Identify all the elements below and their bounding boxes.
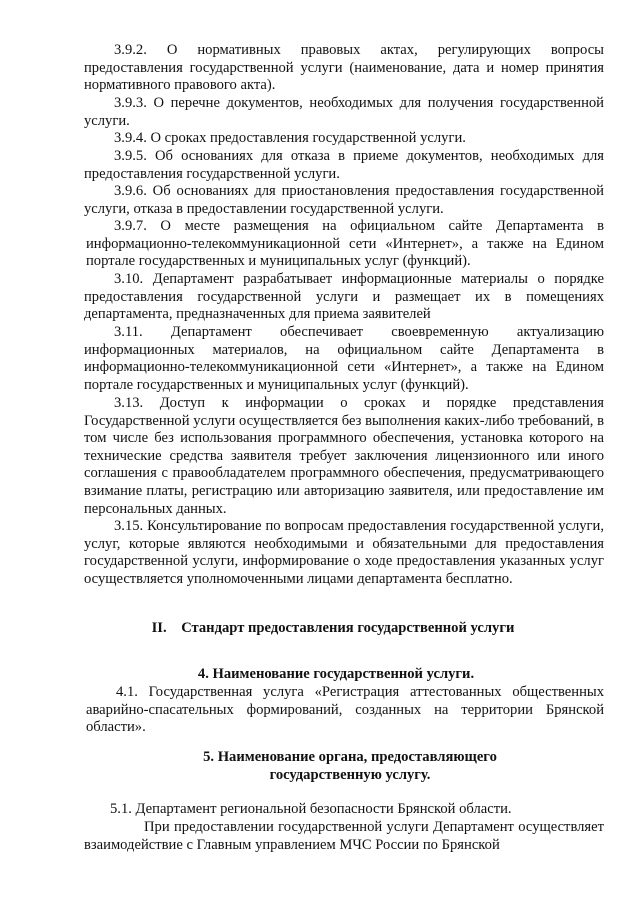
subheading-4: 4. Наименование государственной услуги. (197, 666, 475, 682)
paragraph-3-11: 3.11. Департамент обеспечивает своевременную актуализацию информационных материалов, на официальном сайте Департамента в информационно-телекоммуникационной сети «Интернет», а также на Едином портале государственных и муниципальных услуг (функций). (84, 324, 604, 393)
paragraph-3-13: 3.13. Доступ к информации о сроках и порядке представления Государственной услуги осуществляется без выполнения каких-либо требований, в том числе без использования программного обеспечения, установка которого на технические средства заявителя требует заключения лицензионного или иного соглашения с правообладателем программного обеспечения, предусматривающего взимание платы, регистрацию или авторизацию заявителя, или предоставление им персональных данных. (84, 395, 604, 517)
subheading-5-line1: 5. Наименование органа, предоставляющего (203, 749, 497, 765)
paragraph-3-15: 3.15. Консультирование по вопросам предоставления государственной услуги, услуг, которые являются необходимыми и обязательными для предоставления государственной услуги, информирование о ходе предоставления указанных услуг осуществляется уполномоченными лицами департамента бесплатно. (84, 518, 604, 587)
paragraph-5-1: 5.1. Департамент региональной безопасности Брянской области. (110, 801, 512, 817)
paragraph-3-10: 3.10. Департамент разрабатывает информационные материалы о порядке предоставления государственной услуги и размещает их в помещениях департамента, предназначенных для приема заявителей (84, 271, 604, 323)
paragraph-3-9-2: 3.9.2. О нормативных правовых актах, регулирующих вопросы предоставления государственной услуги (наименование, дата и номер принятия нормативного правового акта). (84, 42, 604, 94)
paragraph-3-9-5: 3.9.5. Об основаниях для отказа в приеме документов, необходимых для предоставления государственной услуги. (84, 148, 604, 182)
paragraph-4-1: 4.1. Государственная услуга «Регистрация аттестованных общественных аварийно-спасательных формирований, созданных на территории Брянской области». (86, 684, 604, 736)
paragraph-5-2: При предоставлении государственной услуги Департамент осуществляет взаимодействие с Главным управлением МЧС России по Брянской (84, 819, 604, 853)
paragraph-3-9-4: 3.9.4. О сроках предоставления государственной услуги. (114, 130, 466, 146)
paragraph-3-9-3: 3.9.3. О перечне документов, необходимых для получения государственной услуги. (84, 95, 604, 129)
section-heading: II. Стандарт предоставления государственной услуги (151, 620, 515, 636)
paragraph-3-9-7: 3.9.7. О месте размещения на официальном сайте Департамента в информационно-телекоммуникационной сети «Интернет», а также на Едином портале государственных и муниципальных услуг (функций). (86, 218, 604, 270)
subheading-5-line2: государственную услугу. (269, 767, 431, 783)
paragraph-3-9-6: 3.9.6. Об основаниях для приостановления предоставления государственной услуги, отказа в предоставлении государственной услуги. (84, 183, 604, 217)
